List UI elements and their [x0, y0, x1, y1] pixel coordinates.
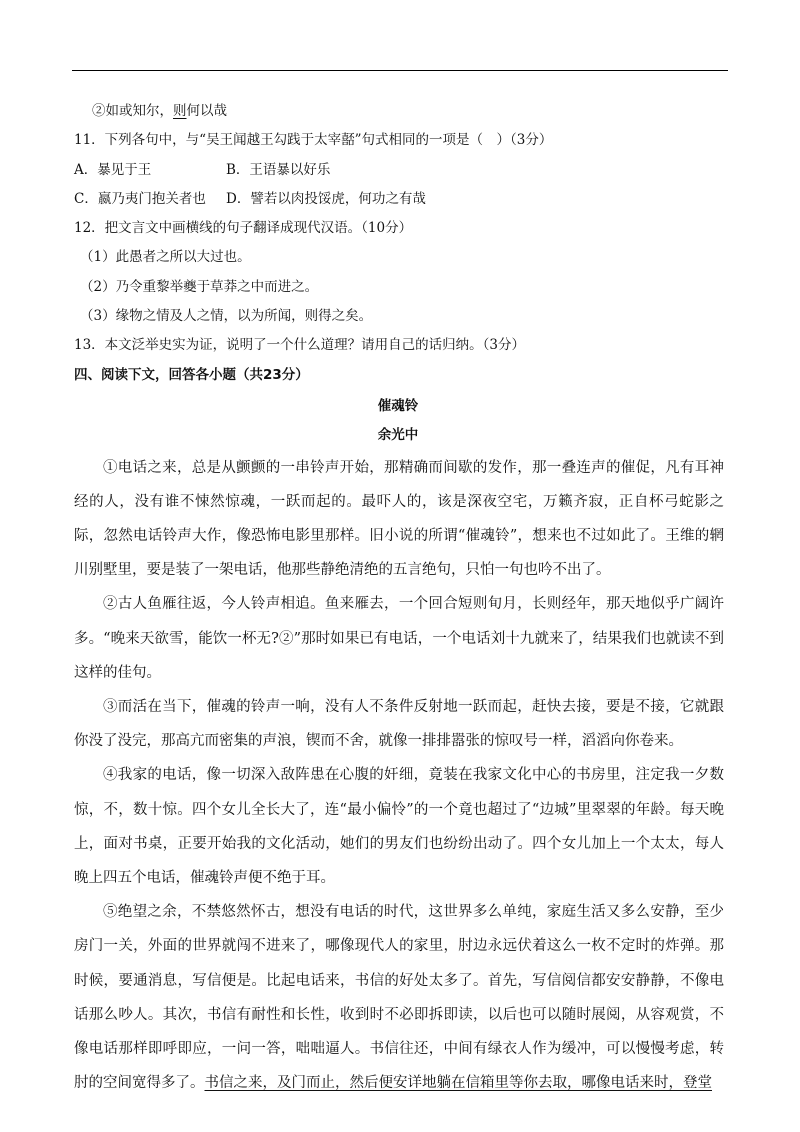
paragraph-3: ③而活在当下，催魂的铃声一响，没有人不条件反射地一跃而起，赶快去接，要是不接，它就跟你没了没完，那高亢而密集的声浪，锲而不舍，就像一排排嚣张的惊叹号一样，滔滔向你卷来。: [74, 698, 724, 750]
paragraph-4: ④我家的电话，像一切深入敌阵患在心腹的奸细，竟装在我家文化中心的书房里，注定我一夕数惊，不，数十惊。四个女儿全长大了，连“最小偏怜”的一个竟也超过了“边城”里翠翠的年龄。每天晚上，面对书桌，正要开始我的文化活动，她们的男友们也纷纷出动了。四个女儿加上一个太太，每人晚上四五个电话，催魂铃声便不绝于耳。: [74, 767, 724, 886]
q11-option-c: C．嬴乃夷门抱关者也: [74, 190, 206, 207]
q12-sentence-3: （3）缘物之情及人之情，以为所闻，则得之矣。: [80, 308, 373, 325]
q10-item-2: [74, 97, 722, 126]
q11-option-b: B．王语暴以好乐: [226, 161, 331, 178]
q10-item-2-text: ②如或知尔，: [92, 103, 173, 119]
q11-options-row-2: [74, 185, 722, 214]
paragraph-1: ①电话之来，总是从颤颤的一串铃声开始，那精确而间歇的发作，那一叠连声的催促，凡有耳神经的人，没有谁不悚然惊魂，一跃而起的。最吓人的，该是深夜空宅，万籁齐寂，正自杯弓蛇影之际，忽然电话铃声大作，像恐怖电影里那样。旧小说的所谓“催魂铃”，想来也不过如此了。王维的辋川别墅里，要是装了一架电话，他那些静绝清绝的五言绝句，只怕一句也吟不出了。: [74, 459, 724, 579]
paragraph-5-text: ⑤绝望之余，不禁悠然怀古，想没有电话的时代，这世界多么单纯，家庭生活又多么安静，至少房门一关，外面的世界就闯不进来了，哪像现代人的家里，肘边永远伏着这么一枚不定时的炸弹。那时候，要通消息，写信便是。比起电话来，书信的好处太多了。首先，写信阅信都安安静静，不像电话那么吵人。其次，书信有耐性和长性，收到时不必即拆即读，以后也可以随时展阅，从容观赏，不像电话那样即呼即应，一问一答，咄咄逼人。书信往还，中间有绿衣人作为缓冲，可以慢慢考虑，转肘的空间宽得多了。: [74, 904, 724, 1092]
paragraph-5: [74, 895, 724, 1100]
article-title: 催魂铃: [377, 397, 419, 414]
q10-item-2-underlined: 则: [173, 103, 187, 119]
q12-stem: 12．把文言文中画横线的句子翻译成现代汉语。（10分）: [74, 220, 413, 237]
header-rule: [72, 70, 728, 71]
article-author: 余光中: [377, 427, 419, 444]
q11-stem: 11．下列各句中，与“吴王闻越王勾践于太宰嚭”句式相同的一项是（ ）（3分）: [74, 132, 553, 149]
q10-item-2-text-end: 何以哉: [186, 103, 227, 119]
q11-option-d: D．譬若以肉投馁虎，何功之有哉: [226, 190, 426, 207]
section-heading: 四、阅读下文，回答各小题（共23分）: [74, 366, 309, 383]
q12-sentence-2: （2）乃令重黎举夔于草莽之中而进之。: [80, 278, 319, 295]
paragraph-5-underlined: 书信之来，及门而止，然后便安详地躺在信箱里等你去取，哪像电话来时，登堂: [204, 1075, 712, 1092]
q11-options-row-1: [74, 156, 722, 185]
q13-stem: 13．本文泛举史实为证，说明了一个什么道理？请用自己的话归纳。（3分）: [74, 337, 526, 354]
q11-option-a: A．暴见于王: [74, 161, 152, 178]
document-body: [74, 97, 722, 1100]
q12-sentence-1: （1）此愚者之所以大过也。: [80, 249, 251, 266]
paragraph-2: ②古人鱼雁往返，今人铃声相追。鱼来雁去，一个回合短则旬月，长则经年，那天地似乎广阔许多。“晚来天欲雪，能饮一杯无?②”那时如果已有电话，一个电话刘十九就来了，结果我们也就读不到这样的佳句。: [74, 596, 724, 681]
